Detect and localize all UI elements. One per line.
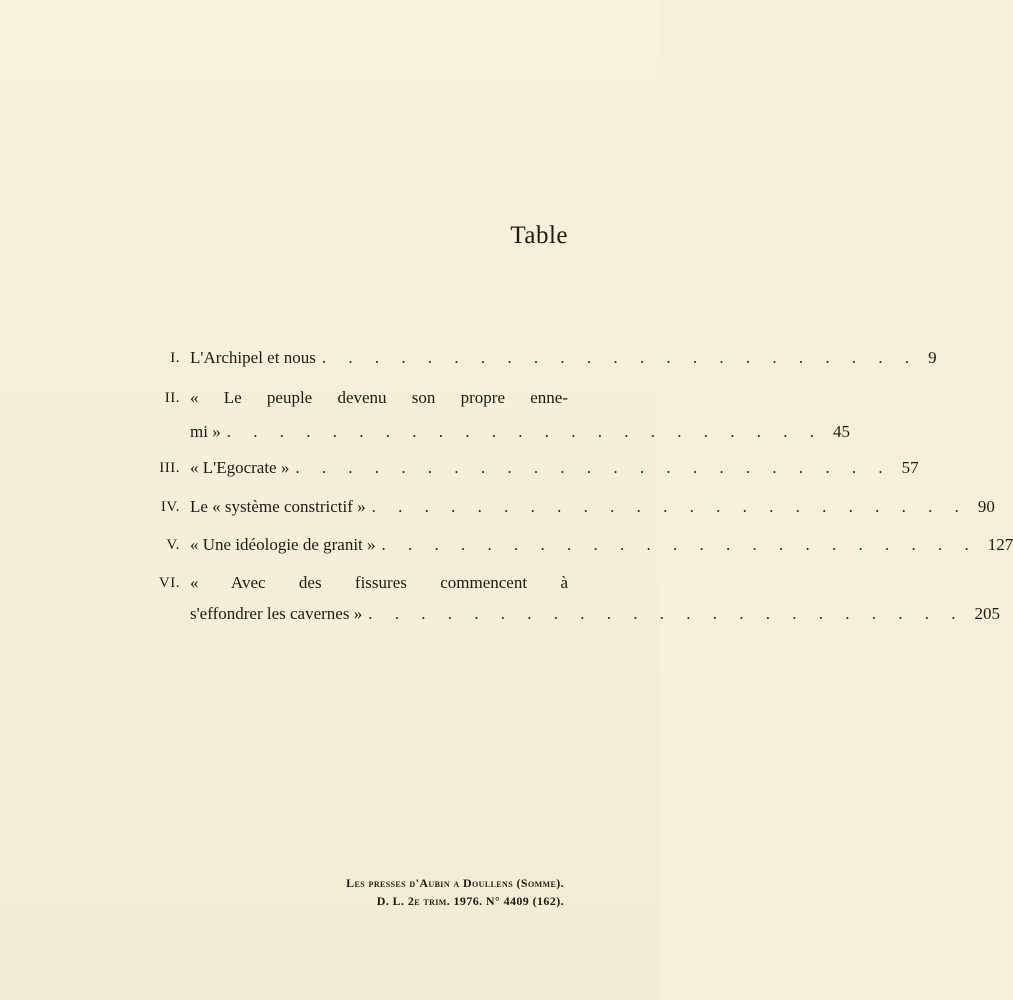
- chapter-title-line-1: « Le peuple devenu son propre enne-: [190, 388, 568, 407]
- chapter-number: III.: [159, 460, 180, 476]
- chapter-title: L'Archipel et nous: [190, 348, 316, 367]
- leader-dots: . . . . . . . . . . . . . . . . . . . . . . .: [226, 422, 823, 441]
- chapter-title-line-2: s'effondrer les cavernes »: [190, 604, 363, 623]
- chapter-title-line-2: mi »: [190, 422, 221, 441]
- chapter-number: I.: [170, 350, 180, 366]
- page-number: 9: [928, 348, 937, 367]
- page-number: 45: [832, 422, 850, 441]
- chapter-number: VI.: [158, 575, 180, 591]
- leader-dots: . . . . . . . . . . . . . . . . . . . . . . .: [371, 497, 968, 516]
- chapter-number: V.: [166, 537, 180, 553]
- page-number: 57: [901, 458, 919, 477]
- chapter-number: II.: [164, 390, 180, 406]
- leader-dots: . . . . . . . . . . . . . . . . . . . . . . .: [321, 348, 919, 367]
- imprint-line-1: Les presses d'Aubin a Doullens (Somme).: [346, 876, 564, 890]
- leader-dots: . . . . . . . . . . . . . . . . . . . . . . .: [295, 458, 892, 477]
- page-title: Table: [510, 222, 568, 249]
- chapter-number: IV.: [160, 499, 180, 515]
- page-number: 90: [977, 497, 995, 516]
- page-number: 205: [974, 604, 1000, 623]
- printer-imprint: [346, 874, 564, 910]
- imprint-line-2: D. L. 2e trim. 1976. N° 4409 (162).: [376, 894, 564, 908]
- chapter-title: « Une idéologie de granit »: [190, 535, 376, 554]
- leader-dots: . . . . . . . . . . . . . . . . . . . . . . .: [381, 535, 978, 554]
- chapter-title: Le « système constrictif »: [190, 497, 366, 516]
- page-number: 127: [987, 535, 1013, 554]
- chapter-title-line-1: « Avec des fissures commencent à: [190, 573, 568, 592]
- leader-dots: . . . . . . . . . . . . . . . . . . . . . . .: [368, 604, 965, 623]
- chapter-title: « L'Egocrate »: [190, 458, 290, 477]
